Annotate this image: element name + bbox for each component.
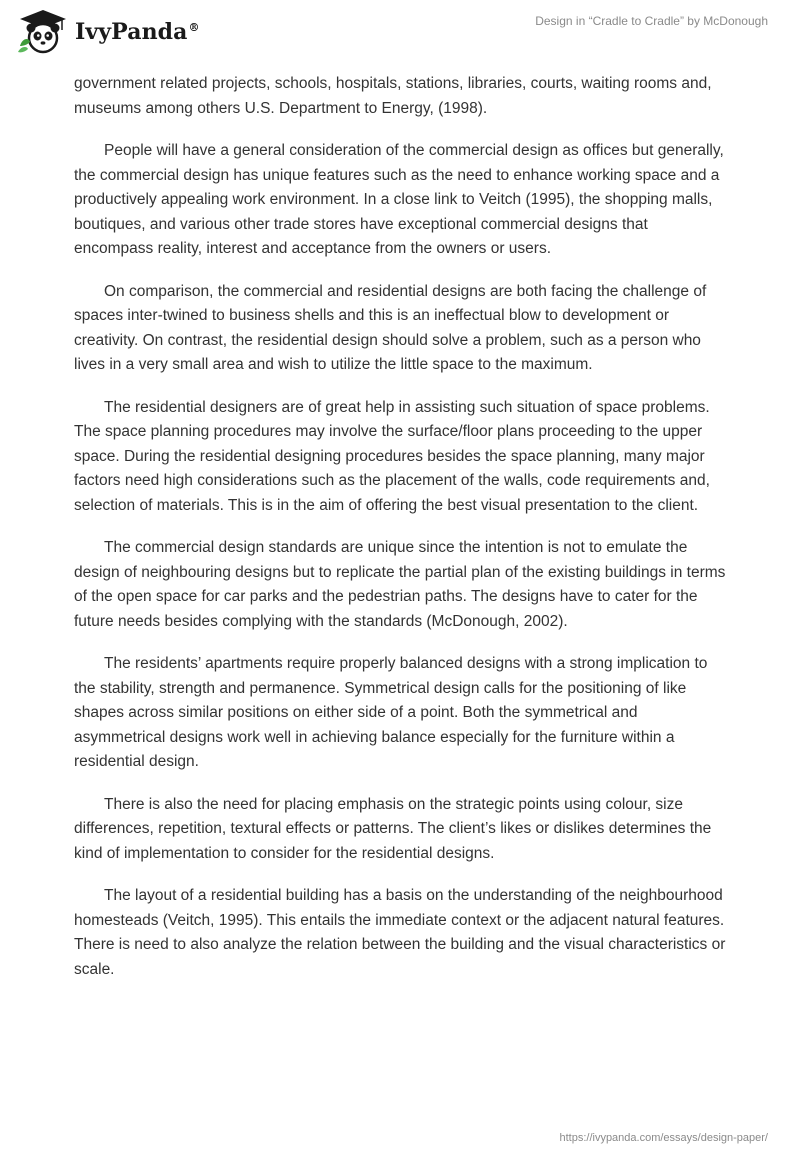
- essay-body: [74, 72, 726, 1000]
- paragraph: People will have a general consideration of the commercial design as offices but generally, the commercial design has unique features such as the need to enhance working space and a productively appealing work environment. In a close link to Veitch (1995), the shopping malls, boutiques, and various other trade stores have exceptional commercial designs that encompass reality, interest and acceptance from the owners or users.: [74, 142, 724, 257]
- paragraph: The residents’ apartments require properly balanced designs with a strong implication to the stability, strength and permanence. Symmetrical design calls for the positioning of like shapes across similar positions on either side of a point. Both the symmetrical and asymmetrical designs work well in achieving balance especially for the furniture within a residential design.: [74, 655, 708, 770]
- brand-logo[interactable]: [16, 8, 200, 56]
- page-header: [0, 0, 800, 60]
- registered-mark: ®: [188, 20, 200, 34]
- brand-name-text: IvyPanda: [75, 19, 188, 45]
- source-url[interactable]: https://ivypanda.com/essays/design-paper/: [559, 1132, 768, 1144]
- brand-name: [75, 21, 200, 43]
- paragraph: There is also the need for placing emphasis on the strategic points using colour, size differences, repetition, textural effects or patterns. The client’s likes or dislikes determines the kind of implementation to consider for the residential designs.: [74, 795, 712, 862]
- paragraph: On comparison, the commercial and residential designs are both facing the challenge of spaces inter-twined to business shells and this is an ineffectual blow to development or creativity. On contrast, the residential design should solve a problem, such as a person who lives in a very small area and wish to utilize the little space to the maximum.: [74, 282, 707, 373]
- document-title: Design in “Cradle to Cradle” by McDonough: [535, 14, 768, 28]
- paragraph-continuation: government related projects, schools, hospitals, stations, libraries, courts, waiting rooms and, museums among others U.S. Department to Energy, (1998).: [74, 75, 712, 117]
- paragraph: The residential designers are of great help in assisting such situation of space problems. The space planning procedures may involve the surface/floor plans proceeding to the upper space. During the residential designing procedures besides the space planning, many major factors need high considerations such as the placement of the walls, code requirements and, selection of materials. This is in the aim of offering the best visual presentation to the client.: [74, 398, 710, 514]
- panda-graduate-icon: [16, 8, 70, 56]
- paragraph: The commercial design standards are unique since the intention is not to emulate the design of neighbouring designs but to replicate the partial plan of the existing buildings in terms of the open space for car parks and the pedestrian paths. The designs have to cater for the future needs besides complying with the standards (McDonough, 2002).: [74, 539, 726, 630]
- paragraph: The layout of a residential building has a basis on the understanding of the neighbourhood homesteads (Veitch, 1995). This entails the immediate context or the adjacent natural features. There is need to also analyze the relation between the building and the visual characteristics or scale.: [74, 887, 726, 978]
